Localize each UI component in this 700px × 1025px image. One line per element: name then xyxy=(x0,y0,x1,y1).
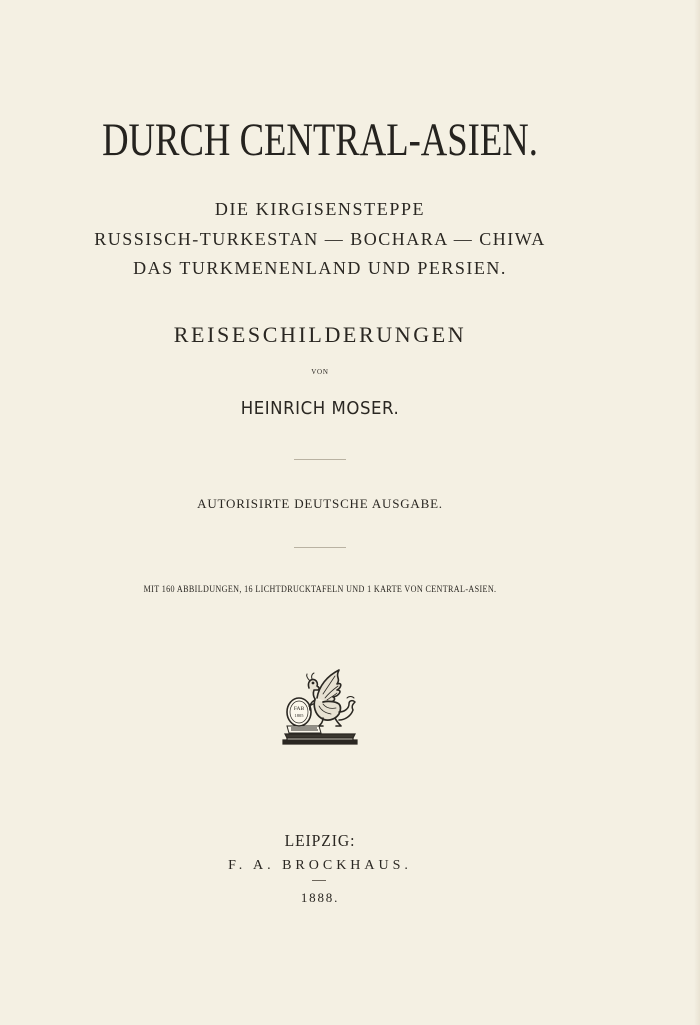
book-title: DURCH CENTRAL-ASIEN. xyxy=(102,114,538,166)
genre-heading: REISESCHILDERUNGEN xyxy=(173,322,467,347)
emblem-monogram: FAB xyxy=(293,706,305,712)
emblem-griffin xyxy=(307,670,355,726)
emblem-date: 1805 xyxy=(294,713,304,718)
emblem-books xyxy=(287,726,321,733)
subtitle-line-3: DAS TURKMENENLAND UND PERSIEN. xyxy=(133,258,507,278)
publisher-name: F. A. BROCKHAUS. xyxy=(228,858,412,873)
emblem-shield xyxy=(287,698,311,726)
griffin-publisher-mark-icon xyxy=(279,668,361,748)
author-name: HEINRICH MOSER. xyxy=(240,398,400,419)
publication-place: LEIPZIG: xyxy=(284,831,356,850)
by-label: VON xyxy=(311,368,329,376)
illustrations-note: MIT 160 ABBILDUNGEN, 16 LICHTDRUCKTAFELN UND 1 KARTE VON CENTRAL-ASIEN. xyxy=(143,584,497,594)
subtitle-line-2: RUSSISCH-TURKESTAN — BOCHARA — CHIWA xyxy=(94,229,546,249)
divider-rule xyxy=(294,459,346,460)
divider-rule xyxy=(312,880,326,881)
divider-rule xyxy=(294,547,346,548)
subtitle-line-1: DIE KIRGISENSTEPPE xyxy=(214,199,426,219)
publication-year: 1888. xyxy=(300,890,340,905)
emblem-base xyxy=(283,734,357,744)
edition-note: AUTORISIRTE DEUTSCHE AUSGABE. xyxy=(197,496,443,511)
page-edge-shadow xyxy=(694,0,700,1025)
